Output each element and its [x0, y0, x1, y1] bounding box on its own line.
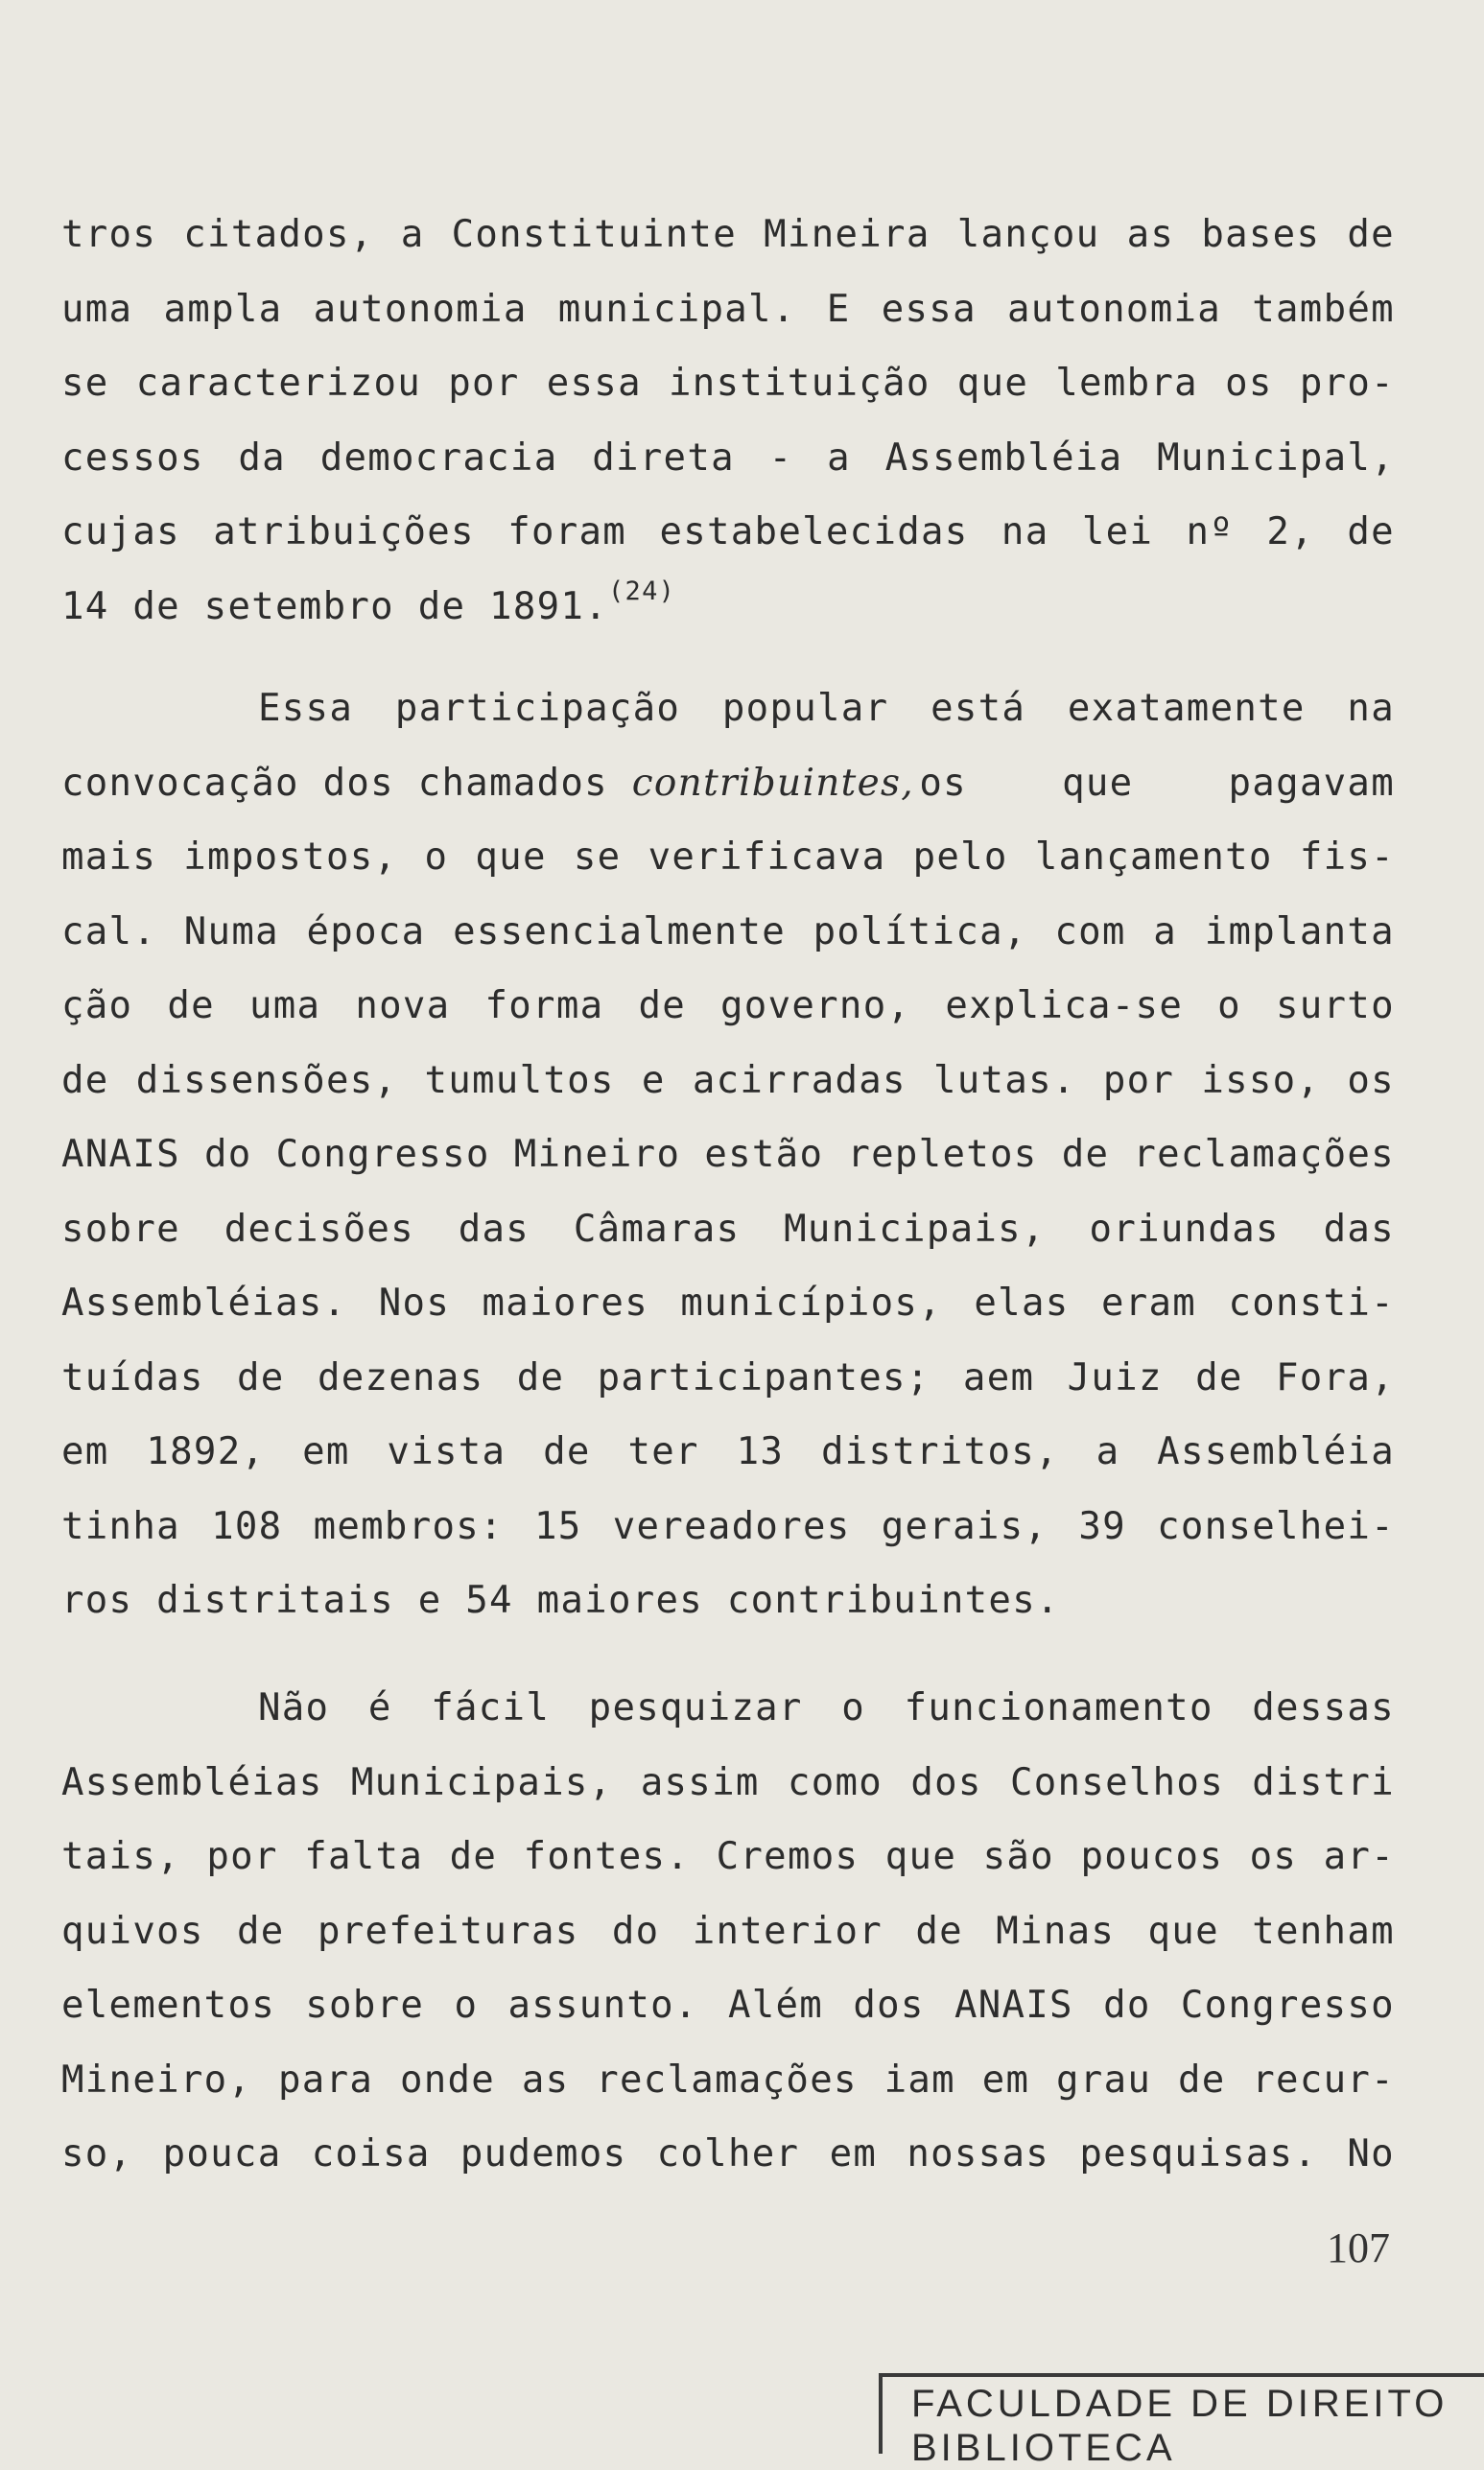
text-line	[61, 570, 1395, 645]
word: lançamento	[1034, 835, 1273, 879]
word: são	[982, 1835, 1054, 1878]
word: ar-	[1323, 1835, 1395, 1878]
text-line	[61, 671, 1395, 746]
word: coisa	[311, 2132, 431, 2176]
word: as	[521, 2058, 570, 2102]
word: também	[1252, 287, 1395, 331]
word: 13	[736, 1430, 785, 1473]
word: elementos	[61, 1984, 276, 2027]
word: impostos,	[183, 835, 398, 879]
word: uma	[248, 984, 321, 1027]
word: o	[1217, 984, 1241, 1027]
word: a	[400, 213, 425, 256]
word: pro-	[1299, 362, 1395, 405]
word: ANAIS	[61, 1133, 180, 1176]
text-line	[61, 1192, 1395, 1267]
word: membros:	[313, 1504, 504, 1548]
word: Assembléia	[884, 435, 1123, 480]
word: de	[237, 1909, 285, 1953]
word: de	[1347, 213, 1395, 256]
word: verificava	[648, 835, 886, 879]
text-line	[61, 1746, 1395, 1821]
text-line	[61, 495, 1395, 570]
text-line	[61, 1044, 1395, 1118]
word: -	[768, 435, 793, 480]
word: por	[1102, 1058, 1175, 1102]
word: Municipal,	[1157, 435, 1395, 480]
word: se	[573, 835, 622, 879]
text-line	[61, 346, 1395, 421]
word: distri	[1252, 1760, 1395, 1804]
word: ção	[61, 984, 133, 1027]
word: maiores	[482, 1282, 648, 1325]
word: vereadores	[612, 1504, 851, 1548]
word: lembra	[1055, 362, 1198, 405]
word: Numa	[183, 909, 279, 953]
word: tenham	[1252, 1909, 1395, 1953]
word: citados,	[183, 213, 374, 256]
word: a	[1153, 909, 1178, 953]
word: fontes.	[523, 1835, 691, 1878]
word: o	[841, 1686, 866, 1729]
word: isso,	[1201, 1058, 1321, 1102]
word: da	[238, 435, 286, 480]
text-line	[61, 969, 1395, 1044]
text-line: ros distritais e 54 maiores contribuintes.	[61, 1579, 1060, 1622]
word: iam	[883, 2058, 955, 2102]
word: cal.	[61, 909, 157, 953]
word: municípios,	[680, 1282, 942, 1325]
word: Assembléia	[1157, 1430, 1395, 1473]
word: aem	[962, 1355, 1035, 1400]
word: está	[930, 687, 1026, 730]
word: Congresso	[275, 1133, 490, 1176]
word: Além	[727, 1984, 824, 2027]
word: oriundas	[1089, 1207, 1280, 1251]
word: surto	[1275, 984, 1395, 1027]
word: pouca	[162, 2132, 282, 2176]
word: época	[306, 909, 426, 953]
word: distritos,	[820, 1430, 1059, 1473]
stamp-line: BIBLIOTECA	[911, 2427, 1176, 2469]
word: explica-se	[945, 984, 1184, 1027]
word: Essa	[258, 687, 354, 730]
word: cessos	[61, 435, 204, 480]
text-line	[61, 1968, 1395, 2043]
word: colher	[656, 2132, 800, 2176]
word: reclamações	[596, 2058, 858, 2102]
paragraph-3	[61, 1671, 1395, 2192]
word: autonomia	[313, 287, 528, 331]
text-line	[61, 895, 1395, 970]
word: como	[787, 1760, 883, 1804]
word: estão	[704, 1133, 824, 1176]
word: exatamente	[1067, 687, 1306, 730]
word: participantes;	[597, 1355, 930, 1400]
word: Assembléias.	[61, 1282, 347, 1325]
stamp-line: FACULDADE DE DIREITO	[911, 2383, 1449, 2425]
word: nova	[355, 984, 451, 1027]
word: tais,	[61, 1835, 180, 1878]
word: essa	[546, 362, 642, 405]
text-line	[61, 1671, 1395, 1746]
word: na	[1347, 687, 1395, 730]
word: em	[829, 2132, 878, 2176]
word: pudemos	[459, 2132, 627, 2176]
word: é	[367, 1686, 392, 1729]
text-line	[61, 1894, 1395, 1969]
word: municipal.	[557, 287, 796, 331]
word: que	[884, 1835, 957, 1878]
word: que	[956, 362, 1029, 405]
word: assunto.	[507, 1984, 698, 2027]
word: autonomia	[1007, 287, 1222, 331]
word: Fora,	[1275, 1355, 1395, 1400]
word: de	[167, 984, 215, 1027]
word: reclamações	[1133, 1133, 1395, 1176]
word: essa	[881, 287, 977, 331]
italic-term: contribuintes,	[631, 761, 915, 805]
word: 2,	[1266, 510, 1314, 553]
word: de	[237, 1355, 285, 1400]
text-line	[61, 1415, 1395, 1490]
text-fragment	[61, 746, 914, 821]
word: dezenas	[317, 1355, 484, 1400]
word: fácil	[431, 1686, 551, 1729]
word: lançou	[956, 213, 1100, 256]
text-line	[61, 820, 1395, 895]
word: do	[611, 1909, 660, 1953]
word: consti-	[1228, 1282, 1395, 1325]
word: conselhei-	[1157, 1504, 1395, 1548]
word: em	[302, 1430, 350, 1473]
library-stamp	[879, 2373, 1484, 2469]
word: atribuições	[213, 510, 475, 553]
word: dos	[853, 1984, 925, 2027]
word: onde	[399, 2058, 496, 2102]
text-line	[61, 2043, 1395, 2118]
word: funcionamento	[904, 1686, 1213, 1729]
word: No	[1347, 2132, 1395, 2176]
word: nossas	[907, 2132, 1050, 2176]
text-line	[61, 2117, 1395, 2192]
word: tros	[61, 213, 157, 256]
text-line	[61, 421, 1395, 496]
word: 15	[534, 1504, 582, 1548]
word: a	[1095, 1430, 1120, 1473]
word: Mineiro	[513, 1133, 681, 1176]
word: de	[1347, 510, 1395, 553]
word: interior	[692, 1909, 883, 1953]
word: tumultos	[424, 1058, 615, 1102]
word: caracterizou	[135, 362, 422, 405]
text-line	[61, 198, 1395, 272]
word: do	[204, 1133, 252, 1176]
word: governo,	[720, 984, 911, 1027]
word: elas	[974, 1282, 1070, 1325]
word: os	[1347, 1058, 1395, 1102]
word: Mineiro,	[61, 2058, 252, 2102]
word: so,	[61, 2132, 133, 2176]
word: em	[981, 2058, 1030, 2102]
word: dessas	[1252, 1686, 1395, 1729]
word: estabelecidas	[659, 510, 969, 553]
word: de	[1177, 2058, 1226, 2102]
word: tinha	[61, 1504, 180, 1548]
word: Minas	[996, 1909, 1116, 1953]
word: e	[641, 1058, 666, 1102]
word: as	[1126, 213, 1175, 256]
word: pesquisas.	[1079, 2132, 1318, 2176]
text-line	[61, 1490, 1395, 1564]
word: eram	[1100, 1282, 1197, 1325]
word: por	[448, 362, 520, 405]
word: o	[424, 835, 449, 879]
word: pesquizar	[588, 1686, 803, 1729]
word: 108	[211, 1504, 283, 1548]
word: Câmaras	[573, 1207, 741, 1251]
text-line	[61, 1341, 1395, 1416]
word: Cremos	[716, 1835, 860, 1878]
word: que	[1147, 1909, 1219, 1953]
word: Assembléias	[61, 1760, 323, 1804]
word: das	[1323, 1207, 1395, 1251]
word: Congresso	[1180, 1984, 1395, 2027]
word: uma	[61, 287, 133, 331]
word: lei	[1081, 510, 1154, 553]
word: pelo	[912, 835, 1008, 879]
word: decisões	[224, 1207, 414, 1251]
word: foram	[507, 510, 627, 553]
word: de	[61, 1058, 109, 1102]
text-line	[61, 1820, 1395, 1894]
paragraph-2	[61, 671, 1395, 1638]
word: participação	[394, 687, 681, 730]
word: do	[1103, 1984, 1151, 2027]
word: instituição	[669, 362, 930, 405]
word: 1892,	[146, 1430, 266, 1473]
paragraph-1	[61, 198, 1395, 644]
word: implanta	[1204, 909, 1395, 953]
text-fragment: os que pagavam	[919, 761, 1395, 805]
word: grau	[1056, 2058, 1152, 2102]
word: de	[1061, 1133, 1110, 1176]
word: sobre	[305, 1984, 425, 2027]
word: Constituinte	[451, 213, 737, 256]
word: repletos	[847, 1133, 1038, 1176]
word: bases	[1201, 213, 1321, 256]
word: se	[61, 362, 109, 405]
page-number: 107	[1327, 2224, 1390, 2271]
word: das	[458, 1207, 530, 1251]
word: os	[1249, 1835, 1298, 1878]
word: Municipais,	[784, 1207, 1046, 1251]
word: Municipais,	[350, 1760, 613, 1804]
word: popular	[721, 687, 889, 730]
word: dissensões,	[135, 1058, 398, 1102]
word: gerais,	[881, 1504, 1048, 1548]
text-fragment: convocação dos chamados	[61, 761, 632, 805]
word: essencialmente	[453, 909, 786, 953]
word: 39	[1078, 1504, 1126, 1548]
word: política,	[813, 909, 1027, 953]
word: a	[827, 435, 851, 480]
word: por	[206, 1835, 278, 1878]
word: ANAIS	[954, 1984, 1073, 2027]
word: o	[454, 1984, 479, 2027]
word: com	[1054, 909, 1126, 953]
word: para	[278, 2058, 374, 2102]
word: de	[915, 1909, 963, 1953]
word: prefeituras	[317, 1909, 579, 1953]
word: forma	[484, 984, 604, 1027]
word: de	[638, 984, 686, 1027]
word: de	[516, 1355, 565, 1400]
word: Mineira	[764, 213, 930, 256]
word: direta	[592, 435, 735, 480]
word: os	[1225, 362, 1273, 405]
footnote-reference: (24)	[607, 576, 676, 606]
word: ter	[627, 1430, 699, 1473]
word: ampla	[163, 287, 283, 331]
word: em	[61, 1430, 109, 1473]
word: dos	[910, 1760, 982, 1804]
word: E	[826, 287, 851, 331]
word: sobre	[61, 1207, 180, 1251]
text-line	[61, 272, 1395, 347]
word: quivos	[61, 1909, 204, 1953]
word: Nos	[378, 1282, 451, 1325]
word: Conselhos	[1009, 1760, 1224, 1804]
word: poucos	[1080, 1835, 1224, 1878]
word: cujas	[61, 510, 180, 553]
text-line	[61, 1117, 1395, 1192]
word: Juiz	[1067, 1355, 1163, 1400]
word: Não	[258, 1686, 330, 1729]
word: de	[543, 1430, 591, 1473]
word: assim	[640, 1760, 760, 1804]
word: acirradas	[692, 1058, 907, 1102]
word: fis-	[1299, 835, 1395, 879]
word: na	[1001, 510, 1049, 553]
word: de	[449, 1835, 498, 1878]
word: tuídas	[61, 1355, 204, 1400]
word: nº	[1186, 510, 1235, 553]
word: vista	[387, 1430, 506, 1473]
text-line	[61, 746, 1395, 821]
word: falta	[304, 1835, 424, 1878]
word: que	[475, 835, 547, 879]
text-line-content: 14 de setembro de 1891.	[61, 584, 608, 628]
word: mais	[61, 835, 157, 879]
word: democracia	[319, 435, 558, 480]
word: de	[1195, 1355, 1243, 1400]
word: recur-	[1252, 2058, 1395, 2102]
text-line	[61, 1266, 1395, 1341]
word: lutas.	[933, 1058, 1076, 1102]
